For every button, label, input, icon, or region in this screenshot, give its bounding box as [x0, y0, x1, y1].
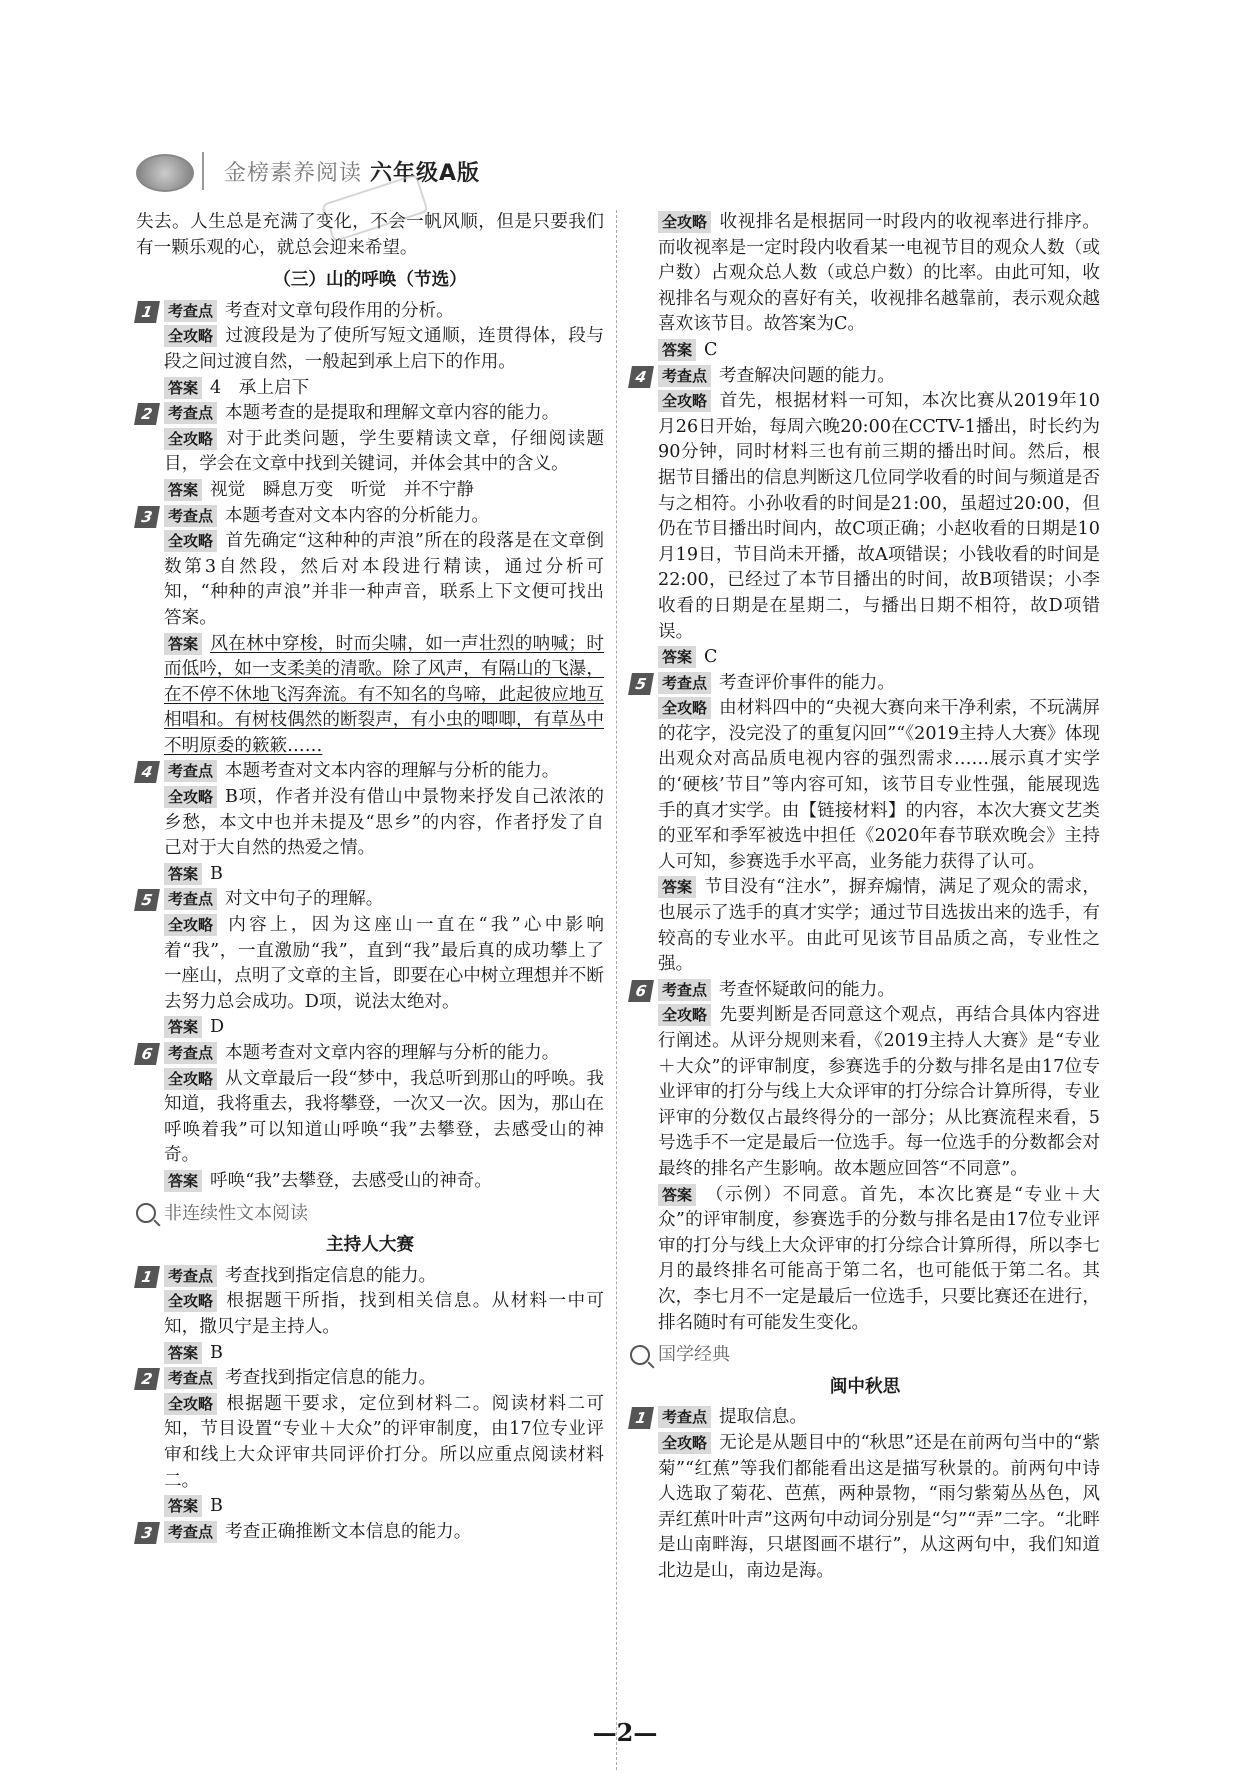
question-number: 5 [628, 673, 654, 695]
page-number: —2— [592, 1718, 658, 1747]
section-heading [630, 1342, 1100, 1368]
question-p6 [630, 978, 1100, 1336]
answer-text: D [210, 1017, 225, 1038]
tag-point: 考查点 [164, 402, 217, 424]
point-text: 考查找到指定信息的能力。 [225, 1368, 437, 1389]
tag-point: 考查点 [164, 1367, 217, 1389]
tag-guide: 全攻略 [658, 1432, 711, 1454]
question-p1 [136, 1264, 604, 1366]
answer-text: B [210, 1342, 223, 1363]
tag-guide: 全攻略 [658, 211, 711, 233]
question-number: 4 [628, 366, 654, 388]
question-r1 [630, 1405, 1100, 1584]
question-p4 [630, 364, 1100, 671]
tag-answer: 答案 [658, 339, 696, 361]
header-divider [202, 152, 204, 190]
tag-answer: 答案 [658, 646, 696, 668]
tag-guide: 全攻略 [164, 325, 217, 347]
heading-text: 非连续性文本阅读 [164, 1202, 308, 1224]
tag-guide: 全攻略 [658, 390, 711, 412]
magnifier-icon [136, 1203, 156, 1223]
point-text: 提取信息。 [719, 1407, 807, 1428]
guide-text: 过渡段是为了使所写短文通顺，连贯得体，段与段之间过渡自然，一般起到承上启下的作用。 [164, 326, 604, 372]
tag-point: 考查点 [658, 979, 711, 1001]
guide-text: 对于此类问题，学生要精读文章，仔细阅读题目，学会在文章中找到关键词，并体会其中的含义。 [164, 428, 604, 475]
question-6 [136, 1041, 604, 1195]
question-1 [136, 299, 604, 401]
question-number: 1 [134, 1266, 160, 1288]
tag-answer: 答案 [164, 1170, 202, 1192]
question-number: 1 [134, 301, 160, 323]
point-text: 考查解决问题的能力。 [719, 365, 895, 386]
tag-guide: 全攻略 [658, 697, 711, 719]
tag-guide: 全攻略 [164, 1393, 217, 1415]
tag-answer: 答案 [164, 377, 202, 399]
tag-point: 考查点 [164, 1521, 217, 1543]
guide-text: 内容上，因为这座山一直在“我”心中影响着“我”，一直激励“我”，直到“我”最后真的成功攀上了一座山，点明了文章的主旨，即要在心中树立理想并不断去努力总会成功。D项，说法太绝对。 [164, 915, 604, 1012]
guide-text: 首先确定“这种种的声浪”所在的段落是在文章倒数第3自然段，然后对本段进行精读，通过分析可知，“种种的声浪”并非一种声音，联系上下文便可找出答案。 [164, 531, 604, 628]
guide-text: 首先，根据材料一可知，本次比赛从2019年10月26日开始，每周六晚20:00在CCTV-1播出，时长约为90分钟，同时材料三也有前三期的播出时间。然后，根据节目播出的信息判断这几位同学收看的时间与频道是否与之相符。小孙收看的时间是21:00，虽超过20:00，但仍在节目播出时间内，故C项正确；小赵收看的日期是10月19日，节目尚未开播，故A项错误；小钱收看的时间是22:00，已经过了本节目播出的时间，故B项错误；小李收看的日期是在星期二，与播出日期不相符，故D项错误。 [658, 391, 1100, 642]
question-3 [136, 504, 604, 760]
section-title: 闽中秋思 [829, 1375, 901, 1397]
answer-text: 节目没有“注水”，摒弃煽情，满足了观众的需求，也展示了选手的真才实学；通过节目选拔出来的选手，有较高的专业水平。由此可见该节目品质之高，专业性之强。 [658, 877, 1100, 975]
question-number: 6 [134, 1043, 160, 1065]
answer-text: 4 承上启下 [210, 377, 310, 398]
tag-guide: 全攻略 [164, 530, 217, 552]
guide-text: 从文章最后一段“梦中，我总听到那山的呼唤。我知道，我将重去，我将攀登，一次又一次。因为，那山在呼唤着我”可以知道山呼唤“我”去攀登，去感受山的神奇。 [164, 1068, 604, 1166]
series-name: 金榜素养阅读 [224, 161, 363, 186]
tag-answer: 答案 [164, 1495, 202, 1517]
point-text: 对文中句子的理解。 [225, 889, 384, 910]
tag-point: 考查点 [164, 300, 217, 322]
right-column [630, 210, 1100, 1584]
point-text: 考查找到指定信息的能力。 [225, 1265, 437, 1286]
point-text: 考查怀疑敢问的能力。 [719, 979, 895, 1000]
point-text: 本题考查对文本内容的分析能力。 [225, 505, 489, 526]
answer-text: 视觉 瞬息万变 听觉 并不宁静 [210, 479, 474, 500]
answer-text: C [704, 339, 718, 360]
tag-answer: 答案 [164, 479, 202, 501]
question-p2 [136, 1366, 604, 1520]
question-number: 5 [134, 889, 160, 911]
header-title [224, 156, 480, 187]
guide-text: 先要判断是否同意这个观点，再结合具体内容进行阐述。从评分规则来看，《2019主持人大赛》是“专业＋大众”的评审制度，参赛选手的分数与排名是由17位专业评审的打分与线上大众评审的打分综合计算所得，专业评审的分数仅占最终得分的一部分；从比赛流程来看，5号选手不一定是最后一位选手。每一位选手的分数都会对最终的排名产生影响。故本题应回答“不同意”。 [658, 1005, 1100, 1179]
point-text: 考查对文章句段作用的分析。 [225, 300, 454, 321]
intro-text: 失去。人生总是充满了变化，不会一帆风顺，但是只要我们有一颗乐观的心，就总会迎来希望。 [136, 212, 604, 258]
tag-point: 考查点 [164, 505, 217, 527]
question-p3 [136, 1520, 604, 1546]
tag-point: 考查点 [164, 1042, 217, 1064]
heading-text: 国学经典 [658, 1344, 730, 1366]
tag-point: 考查点 [658, 672, 711, 694]
tag-point: 考查点 [658, 365, 711, 387]
point-text: 本题考查对文本内容的理解与分析的能力。 [225, 761, 560, 782]
guide-text: 无论是从题目中的“秋思”还是在前两句当中的“紫菊”“红蕉”等我们都能看出这是描写秋景的。前两句中诗人选取了菊花、芭蕉，两种景物，“雨匀紫菊丛丛色，风弄红蕉叶叶声”这两句中动词分别是“匀”“弄”二字。“北畔是山南畔海，只堪图画不堪行”，从这两句中，我们知道北边是山，南边是海。 [658, 1432, 1100, 1581]
point-text: 本题考查对文章内容的理解与分析的能力。 [225, 1043, 560, 1063]
column-divider [616, 210, 617, 1770]
question-5 [136, 887, 604, 1041]
tag-point: 考查点 [164, 760, 217, 782]
answer-text: C [704, 647, 718, 668]
guide-text: 根据题干要求，定位到材料二。阅读材料二可知，节目设置“专业＋大众”的评审制度，由17位专业评审和线上大众评审共同评价打分。所以应重点阅读材料二。 [164, 1393, 604, 1491]
section-title: 主持人大赛 [326, 1234, 414, 1256]
question-number: 3 [134, 1522, 160, 1544]
question-p3-cont [630, 210, 1100, 364]
tag-guide: 全攻略 [164, 786, 217, 808]
tag-answer: 答案 [164, 1342, 202, 1364]
left-column [136, 210, 604, 1545]
question-number: 6 [628, 980, 654, 1002]
question-2 [136, 401, 604, 503]
question-p5 [630, 671, 1100, 978]
question-number: 4 [134, 761, 160, 783]
question-number: 2 [134, 403, 160, 425]
tag-guide: 全攻略 [164, 1290, 217, 1312]
answer-text: 风在林中穿梭，时而尖啸，如一声壮烈的呐喊；时而低吟，如一支柔美的清歌。除了风声，有隔山的飞瀑，在不停不休地飞泻奔流。有不知名的鸟啼，此起彼应地互相唱和。有树枝偶然的断裂声，有小虫的唧唧，有草丛中不明原委的簌簌…… [164, 633, 604, 756]
question-4 [136, 759, 604, 887]
tag-answer: 答案 [164, 1016, 202, 1038]
tag-answer: 答案 [658, 876, 696, 898]
answer-text: B [210, 863, 223, 884]
tag-answer: 答案 [658, 1184, 696, 1206]
question-number: 3 [134, 506, 160, 528]
tag-guide: 全攻略 [164, 428, 217, 450]
magnifier-icon [630, 1345, 650, 1365]
tag-guide: 全攻略 [164, 914, 217, 936]
page-header [132, 150, 732, 194]
guide-text: 收视排名是根据同一时段内的收视率进行排序。而收视率是一定时段内收看某一电视节目的观众人数（或户数）占观众总人数（或总户数）的比率。由此可知，收视排名与观众的喜好有关，收视排名越靠前，表示观众越喜欢该节目。故答案为C。 [658, 212, 1100, 335]
answer-text: B [210, 1496, 223, 1517]
section-heading [136, 1201, 604, 1227]
tag-answer: 答案 [164, 633, 202, 655]
guide-text: 根据题干所指，找到相关信息。从材料一中可知，撒贝宁是主持人。 [164, 1291, 604, 1337]
point-text: 本题考查的是提取和理解文章内容的能力。 [225, 403, 560, 424]
guide-text: B项，作者并没有借山中景物来抒发自己浓浓的乡愁，本文中也并未提及“思乡”的内容，作者抒发了自己对于大自然的热爱之情。 [164, 787, 604, 859]
grade-label: 六年级A版 [370, 161, 481, 186]
answer-text: （示例）不同意。首先，本次比赛是“专业＋大众”的评审制度，参赛选手的分数与排名是由17位专业评审的打分与线上大众评审的打分综合计算所得，所以李七月的最终排名可能高于第二名，也可能低于第二名。其次，李七月不一定是最后一位选手，只要比赛还在进行，排名随时有可能发生变化。 [658, 1184, 1100, 1333]
tag-point: 考查点 [164, 1265, 217, 1287]
tag-guide: 全攻略 [658, 1004, 711, 1026]
answer-text: 呼唤“我”去攀登，去感受山的神奇。 [210, 1170, 492, 1191]
guide-text: 由材料四中的“央视大赛向来干净利索，不玩满屏的花字，没完没了的重复闪回”“《2019主持人大赛》体现出观众对高品质电视内容的强烈需求……展示真才实学的‘硬核’节目”等内容可知，该节目专业性强，能展现选手的真才实学。由【链接材料】的内容，本次大赛文艺类的亚军和季军被选中担任《2020年春节联欢晚会》主持人可知，参赛选手水平高，业务能力获得了认可。 [658, 698, 1100, 872]
tag-answer: 答案 [164, 863, 202, 885]
publisher-logo [136, 154, 194, 192]
point-text: 考查评价事件的能力。 [719, 672, 895, 693]
tag-guide: 全攻略 [164, 1068, 217, 1090]
question-number: 2 [134, 1368, 160, 1390]
tag-point: 考查点 [658, 1406, 711, 1428]
question-number: 1 [628, 1407, 654, 1429]
tag-point: 考查点 [164, 888, 217, 910]
section-title: （三）山的呼唤（节选） [273, 269, 467, 291]
point-text: 考查正确推断文本信息的能力。 [225, 1521, 472, 1542]
